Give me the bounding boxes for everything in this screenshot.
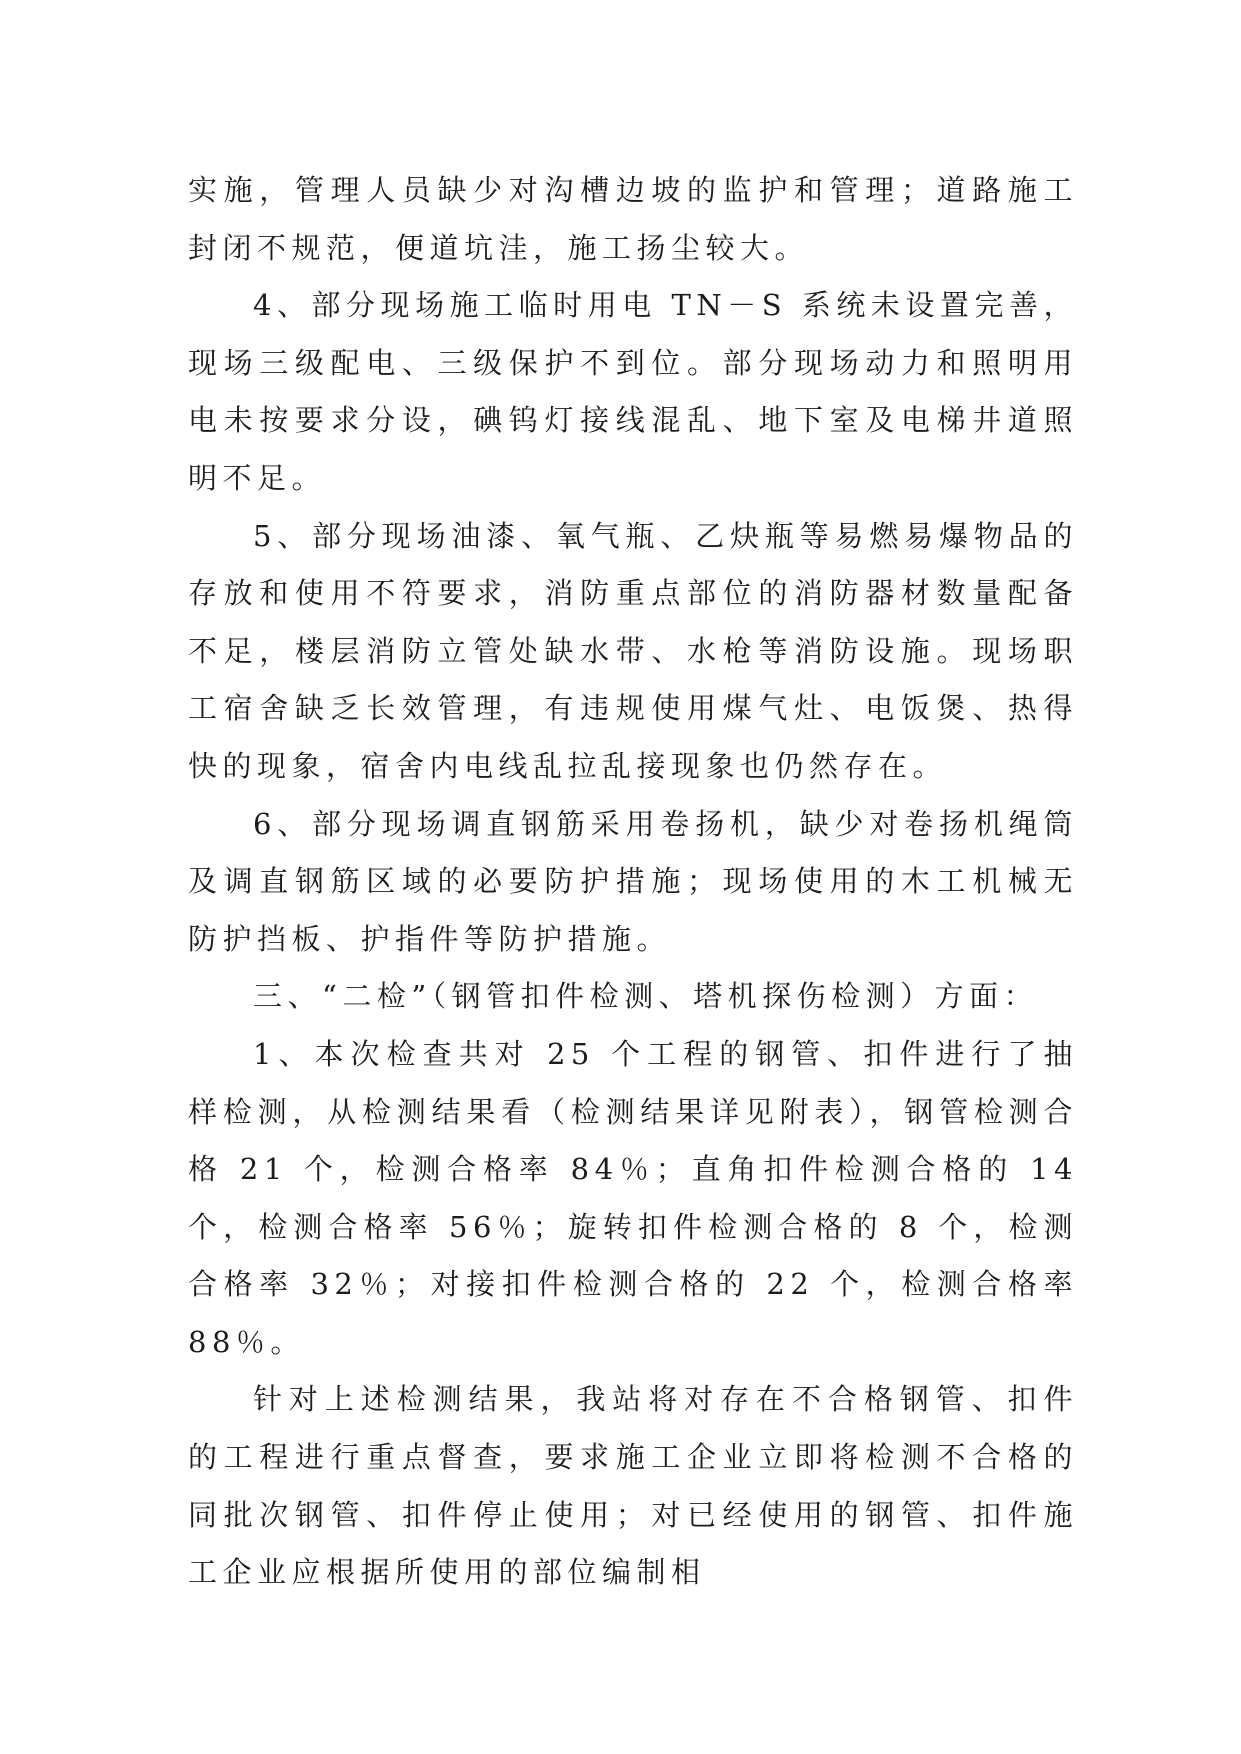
paragraph-item-6-machinery: 6、部分现场调直钢筋采用卷扬机，缺少对卷扬机绳筒及调直钢筋区域的必要防护措施；现场使用的木工机械无防护挡板、护指件等防护措施。	[188, 806, 1078, 956]
paragraph-continuation: 实施，管理人员缺少对沟槽边坡的监护和管理；道路施工封闭不规范，便道坑洼，施工扬尘较大。	[188, 173, 1078, 265]
section-heading-second-inspection: 三、“二检”（钢管扣件检测、塔机探伤检测）方面：	[253, 979, 1039, 1014]
paragraph-follow-up-measures: 针对上述检测结果，我站将对存在不合格钢管、扣件的工程进行重点督查，要求施工企业立即将检测不合格的同批次钢管、扣件停止使用；对已经使用的钢管、扣件施工企业应根据所使用的部位编制相	[188, 1382, 1078, 1590]
paragraph-item-1-inspection-results: 1、本次检查共对 25 个工程的钢管、扣件进行了抽样检测，从检测结果看（检测结果详见附表），钢管检测合格 21 个，检测合格率 84％；直角扣件检测合格的 14 个，检测合格率 56％；旋转扣件检测合格的 8 个，检测合格率 32％；对接扣件检测合格的 22 个，检测合格率 88％。	[188, 1036, 1078, 1359]
body-text	[188, 162, 1078, 1602]
paragraph-item-4-electricity: 4、部分现场施工临时用电 TN－S 系统未设置完善，现场三级配电、三级保护不到位。部分现场动力和照明用电未按要求分设，碘钨灯接线混乱、地下室及电梯井道照明不足。	[188, 288, 1078, 495]
paragraph-item-5-fire-safety: 5、部分现场油漆、氧气瓶、乙炔瓶等易燃易爆物品的存放和使用不符要求，消防重点部位的消防器材数量配备不足，楼层消防立管处缺水带、水枪等消防设施。现场职工宿舍缺乏长效管理，有违规使用煤气灶、电饭煲、热得快的现象，宿舍内电线乱拉乱接现象也仍然存在。	[188, 518, 1078, 783]
